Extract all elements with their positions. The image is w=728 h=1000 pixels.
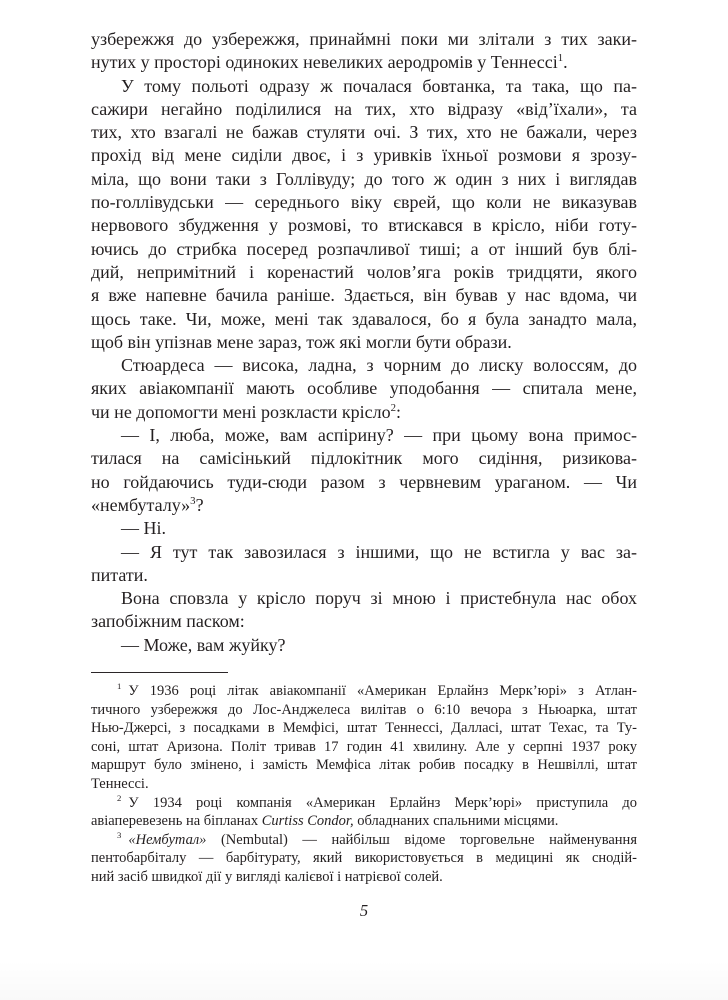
body-line (91, 424, 637, 447)
text-segment: Теннессі. (91, 775, 149, 792)
text-segment: Curtiss Condor, (261, 813, 354, 830)
footnote-line (91, 812, 637, 831)
text-segment: дий, непримітний і коренастий чолов’яга років тридцяти, якого (91, 261, 637, 282)
footnote-line (91, 756, 637, 775)
text-segment: «Нембутал» (128, 831, 207, 848)
text-segment: — Ні. (121, 518, 166, 539)
body-line (91, 541, 637, 564)
footnote-line (91, 682, 637, 701)
footnote-ref: 3 (117, 829, 122, 840)
text-segment: обладнаних спальними місцями. (353, 813, 559, 830)
text-segment: питати. (91, 564, 148, 585)
text-segment: У 1936 році літак авіакомпанії «Американ Ерлайнз Мерк’юрі» з Атлан- (128, 683, 637, 700)
text-segment: «нембуталу» (91, 494, 191, 515)
text-block (91, 28, 637, 921)
text-segment: ? (195, 494, 204, 515)
footnote-ref: 3 (190, 494, 196, 507)
footnote-line (91, 868, 637, 887)
text-segment: тичного узбережжя до Лос-Анджелеса вилітав о 6:10 вечора з Ньюарка, штат (91, 701, 637, 718)
body-line (91, 284, 637, 307)
text-segment: тилася на самісінький підлокітник мого сидіння, ризикова- (91, 448, 637, 469)
text-segment: авіаперевезень на біпланах (91, 813, 262, 830)
text-segment: міла, що вони таки з Голлівуду; до того ж один з них і виглядав (91, 168, 637, 189)
text-segment: но гойдаючись туди-сюди разом з червневим ураганом. — Чи (91, 471, 637, 492)
text-segment: нутих у просторі одиноких невеликих аеродромів у Теннессі (91, 52, 558, 73)
footnote-line (91, 775, 637, 794)
text-segment: щоб він упізнав мене зараз, тож які могли бути образи. (91, 331, 512, 352)
text-segment: запобіжним паском: (91, 611, 245, 632)
footnote-ref: 1 (117, 681, 122, 692)
page-number: 5 (359, 900, 369, 920)
text-segment: У 1934 році компанія «Американ Ерлайнз Мерк’юрі» приступила до (128, 794, 637, 811)
body-line (91, 308, 637, 331)
body-line (91, 75, 637, 98)
footnote-line (91, 831, 637, 850)
body-line (91, 610, 637, 633)
text-segment: ючись до стрибка посеред розпачливої тиші; а от інший був блі- (91, 238, 637, 259)
body-line (91, 98, 637, 121)
text-segment: соні, штат Аризона. Політ тривав 17 годин 41 хвилину. Але у серпні 1937 року (91, 738, 637, 755)
text-segment: я вже напевне бачила раніше. Здається, він бував у нас вдома, чи (91, 285, 637, 306)
body-line (91, 28, 637, 51)
text-segment: Стюардеса — висока, ладна, з чорним до лиску волоссям, до (121, 355, 637, 376)
text-segment: чи не допомогти мені розкласти крісло (91, 401, 391, 422)
body-line (91, 517, 637, 540)
text-segment: Вона сповзла у крісло поруч зі мною і пристебнула нас обох (121, 588, 637, 609)
body-line (91, 238, 637, 261)
body-line (91, 494, 637, 517)
text-segment: — І, люба, може, вам аспірину? — при цьому вона примос- (121, 425, 637, 446)
text-segment: : (395, 401, 401, 422)
body-line (91, 377, 637, 400)
body-line (91, 331, 637, 354)
text-segment: тих, хто взагалі не бажав стуляти очі. З тих, хто не бажали, через (91, 122, 637, 143)
body-line (91, 214, 637, 237)
footnote-line (91, 794, 637, 813)
body-line (91, 354, 637, 377)
body-text (91, 28, 637, 657)
footnote-line (91, 849, 637, 868)
body-line (91, 121, 637, 144)
body-line (91, 144, 637, 167)
text-segment: . (563, 52, 568, 73)
footnote-ref: 1 (557, 52, 564, 65)
footnote-line (91, 701, 637, 720)
body-line (91, 587, 637, 610)
text-segment: узбережжя до узбережжя, принаймні поки ми злітали з тих заки- (91, 29, 637, 49)
footnotes (91, 682, 637, 887)
footnote-line (91, 719, 637, 738)
text-segment: прохід від мене сиділи двоє, і з уривків їхньої розмови я зрозу- (91, 145, 637, 166)
text-segment: яких авіакомпанії мають особливе уподобання — спитала мене, (91, 378, 637, 399)
text-segment: маршрут було змінено, і замість Мемфіса літак робив посадку в Нешвіллі, штат (91, 757, 637, 774)
body-line (91, 471, 637, 494)
body-line (91, 564, 637, 587)
body-line (91, 168, 637, 191)
body-line (91, 634, 637, 657)
text-segment: пентобарбіталу — барбітурату, який використовується в медицині як снодій- (91, 850, 637, 867)
body-line (91, 401, 637, 424)
body-line (91, 261, 637, 284)
footnote-separator (91, 672, 228, 673)
text-segment: щось таке. Чи, може, мені так здавалося, бо я була занадто мала, (91, 308, 637, 329)
text-segment: (Nembutal) — найбільш відоме торговельне найменування (206, 831, 637, 848)
text-segment: по-голлівудськи — середнього віку єврей, що коли не виказував (91, 192, 637, 213)
footnote-line (91, 738, 637, 757)
text-segment: Нью-Джерсі, з посадками в Мемфісі, штат Теннессі, Далласі, штат Техас, та Ту- (91, 720, 637, 737)
body-line (91, 191, 637, 214)
footnote-ref: 2 (117, 792, 122, 803)
body-line (91, 51, 637, 74)
text-segment: ний засіб швидкої дії у вигляді калієвої і натрієвої солей. (91, 868, 443, 885)
footnote-ref: 2 (390, 401, 396, 414)
text-segment: сажири негайно поділилися на тих, хто відразу «від’їхали», та (91, 98, 637, 119)
text-segment: нервового збудження у розмові, то втискався в крісло, ніби готу- (91, 215, 637, 236)
body-line (91, 447, 637, 470)
text-segment: У тому польоті одразу ж почалася бовтанка, та така, що па- (121, 75, 637, 96)
text-segment: — Може, вам жуйку? (121, 634, 286, 655)
text-segment: — Я тут так завозилася з іншими, що не встигла у вас за- (121, 541, 637, 562)
